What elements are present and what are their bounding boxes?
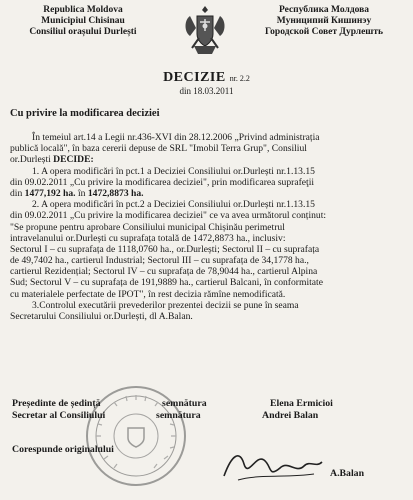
header-right-line-3: Городской Совет Дурлешть xyxy=(264,27,384,37)
body-line: publică locală", în baza cererii depuse de SRL "Imobil Terra Grup", Consiliul xyxy=(10,143,307,155)
document-subject: Cu privire la modificarea deciziei xyxy=(10,108,160,119)
body-line: Secretarului Consiliului or.Durlești, dl A.Balan. xyxy=(10,311,193,322)
chair-label: Președinte de ședință xyxy=(12,398,101,409)
body-line: din 09.02.2011 „Cu privire la modificarea deciziei", prin modificarea suprafeţii xyxy=(10,176,315,188)
header-right-line-2: Муниципий Кишинэу xyxy=(276,16,372,26)
decide-keyword: DECIDE: xyxy=(53,154,94,166)
body-line: În temeiul art.14 a Legii nr.436-XVI din 28.12.2006 „Privind administrația xyxy=(32,132,320,143)
header-left-line-1: Republica Moldova xyxy=(43,5,123,15)
title-main: DECIZIE xyxy=(163,70,226,85)
secretary-name: Andrei Balan xyxy=(262,410,319,421)
body-line: cartierul Rezidențial; Sectorul IV – cu suprafața de 78,9044 ha., cartierul Alpina xyxy=(10,266,318,278)
body-line: intravelanului or.Durlești cu suprafața totală de 1472,8873 ha., inclusiv: xyxy=(10,232,286,244)
title-number: nr. 2.2 xyxy=(229,74,250,83)
body-line: 2. A opera modificări în pct.2 a Deciziei Consiliului or.Durlești nr.1.13.15 xyxy=(32,199,315,211)
body-text: or.Durlești xyxy=(10,154,54,166)
header-left xyxy=(8,5,158,38)
document-title xyxy=(0,70,413,86)
body-line: 1. A opera modificări în pct.1 a Deciziei Consiliului or.Durlești nr.1.13.15 xyxy=(32,165,315,177)
body-line xyxy=(10,154,402,165)
new-area: 1472,8873 ha. xyxy=(87,187,144,199)
body-line: Sectorul I – cu suprafața de 1118,0760 ha., or.Durlești; Sectorul II – cu suprafața xyxy=(10,243,320,255)
body-line: cu materialele perfectate de IPOT", în rest decizia rămîne nemodificată. xyxy=(10,288,286,300)
body-line: Sud; Sectorul V – cu suprafața de 191,9889 ha., cartierul Balcani, în conformitate xyxy=(10,277,323,289)
chair-signature-label: semnătura xyxy=(162,398,207,409)
handwritten-signature xyxy=(218,446,328,486)
header-left-line-3: Consiliul orașului Durlești xyxy=(29,27,137,37)
document-date: din 18.03.2011 xyxy=(179,86,234,96)
header-left-line-2: Municipiul Chisinau xyxy=(41,16,125,26)
old-area: 1477,192 ha. xyxy=(24,187,76,199)
body-line: 3.Controlul executării prevederilor prezentei decizii se pune în seama xyxy=(32,299,299,311)
secretary-signature-label: semnătura xyxy=(156,410,201,421)
body-line: din 1477,192 ha. în 1472,8873 ha. xyxy=(10,187,144,199)
document-body xyxy=(10,132,402,322)
copy-name: A.Balan xyxy=(330,468,365,479)
copy-label: Corespunde originalului xyxy=(12,444,114,455)
body-line: din 09.02.2011 „Cu privire la modificarea deciziei" ce va avea următorul conținut: xyxy=(10,210,327,222)
body-line: de 49,7402 ha., cartierul Industrial; Sectorul III – cu suprafața de 34,1778 ha., xyxy=(10,255,309,267)
header-right-line-1: Республика Молдова xyxy=(278,5,370,15)
secretary-label: Secretar al Consiliului xyxy=(12,410,106,421)
coat-of-arms-icon xyxy=(182,2,228,60)
chair-name: Elena Ermicioi xyxy=(270,398,333,409)
body-line: "Se propune pentru aprobare Consiliului municipal Chișinău perimetrul xyxy=(10,221,285,233)
header-right xyxy=(244,5,404,38)
